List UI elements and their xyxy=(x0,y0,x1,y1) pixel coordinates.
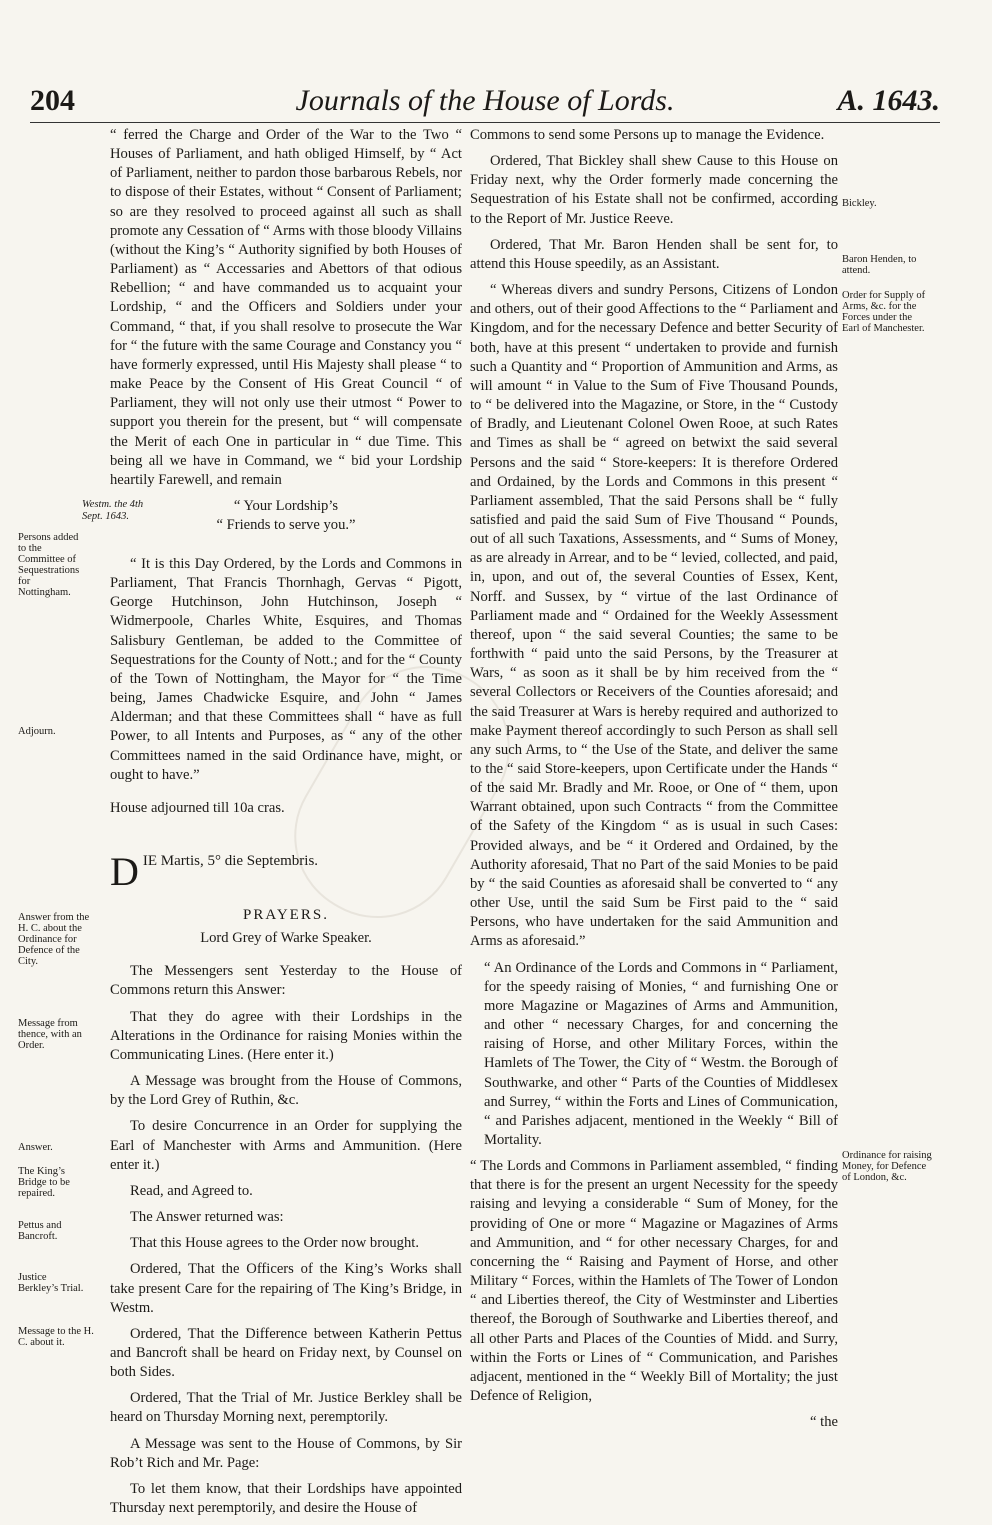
year-label: A. 1643. xyxy=(837,84,940,117)
margin-note-adjourn: Adjourn. xyxy=(18,726,56,737)
journal-title: Journals of the House of Lords. xyxy=(295,84,675,117)
margin-note-persons-added: Persons added to the Committee of Sequestrations for Nottingham. xyxy=(18,532,80,598)
nottingham-order: “ It is this Day Ordered, by the Lords and Commons in Parliament, That Francis Thornhagh, Gervas “ Pigott, George Hutchinson, John Hutchinson, Joseph “ Widmerpoole, Charles White, Esquires, and Thomas Salisbury Gentleman, be added to the Committee of Sequestrations for the County of Nott.; and for the “ County of the Town of Nottingham, the Mayor for “ the Time being, James Chadwicke Esquire, and John “ James Alderman; and that these Committees shall “ have as full Power, to all Intents and Purposes, as “ any of the other Committees named in the said Ordinance have, might, or ought to have.” xyxy=(110,555,462,783)
para-commons-send: Commons to send some Persons up to manage the Evidence. xyxy=(470,127,825,143)
margin-note-kings-bridge: The King’s Bridge to be repaired. xyxy=(18,1166,70,1199)
day-drop-cap: D xyxy=(110,849,139,894)
para-berkley: Ordered, That the Trial of Mr. Justice Berkley shall be heard on Thursday Morning next, peremptorily. xyxy=(110,1390,462,1426)
para-read: Read, and Agreed to. xyxy=(130,1182,253,1199)
para-bickley: Ordered, That Bickley shall shew Cause to this House on Friday next, why the Order formerly made concerning the Sequestration of his Estate shall not be confirmed, according to the Report of Mr. Justice Reeve. xyxy=(470,153,838,227)
margin-note-order-supply: Order for Supply of Arms, &c. for the Forces under the Earl of Manchester. xyxy=(842,290,926,334)
day-heading xyxy=(110,849,462,894)
margin-note-message-from: Message from thence, with an Order. xyxy=(18,1018,82,1051)
para-answer-returned: The Answer returned was: xyxy=(130,1209,284,1226)
margin-note-ordinance-raising: Ordinance for raising Money, for Defence of London, &c. xyxy=(842,1150,932,1183)
margin-note-answer-from: Answer from the H. C. about the Ordinance for Defence of the City. xyxy=(18,912,90,967)
para-desire: To desire Concurrence in an Order for supplying the Earl of Manchester with Arms and Ammunition. (Here enter it.) xyxy=(110,1118,462,1173)
speaker-line: Lord Grey of Warke Speaker. xyxy=(200,930,372,947)
day-heading-text: IE Martis, 5° die Septembris. xyxy=(142,853,319,869)
margin-note-bickley: Bickley. xyxy=(842,198,877,209)
catchword: “ the xyxy=(810,1414,838,1431)
para-house-agrees: That this House agrees to the Order now brought. xyxy=(130,1235,419,1252)
margin-note-berkley: Justice Berkley’s Trial. xyxy=(18,1272,84,1294)
para-message: A Message was brought from the House of Commons, by the Lord Grey of Ruthin, &c. xyxy=(110,1073,462,1109)
para-kings-bridge: Ordered, That the Officers of the King’s Works shall take present Care for the repairing of The King’s Bridge, in Westm. xyxy=(110,1261,462,1316)
page-number: 204 xyxy=(30,84,75,117)
letter-closing xyxy=(82,497,462,541)
para-let-them-know: To let them know, that their Lordships have appointed Thursday next peremptorily, and desire the House of xyxy=(110,1480,462,1517)
para-whereas: “ Whereas divers and sundry Persons, Citizens of London and others, out of their good Affections to the “ Parliament and Kingdom, and for the necessary Defence and better Security of both, have at this present “ undertaken to provide and furnish such a Quantity and “ Proportion of Ammunition and Arms, as will amount “ in Value to the Sum of Five Thousand Pounds, to “ be delivered into the Magazine, or Store, in the “ Custody of Bradly, and Lieutenant Colonel Owen Rooe, at such Rates and Times as shall be “ agreed on betwixt the said several Persons and the said “ Store-keepers: It is therefore Ordered and Ordained, by the Lords and Commons in this present “ Parliament assembled, That the said Persons shall be “ fully satisfied and paid the said Sum of Five Thousand “ Pounds, out of all such Taxations, Assessments, and “ Sums of Money, as are already in Arrear, and to be “ levied, collected, and paid, in, upon, and out of, the several Counties of Essex, Kent, Norff. and Sussex, by “ virtue of the last Ordinance of Parliament made and “ Ordained for the Weekly Assessment thereof, upon “ the said several Counties; the same to be forthwith “ paid unto the said Persons, by the Treasurer at Wars, “ as soon as it shall be by him received from the “ several Collectors or Receivers of the Counties aforesaid; and the said Treasurer at Wars is hereby required and authorized to make Payment thereof accordingly to such Person as shall sell any such Arms, to “ the Use of the State, and deliver the same to the “ said Store-keepers, upon Certificate under the Hands “ of the said Mr. Bradly and Mr. Rooe, or One of “ them, upon Warrant obtained, upon such Contracts “ from the Committee of the Safety of the Kingdom “ as is usual in such Cases: Provided always, and be “ it Ordered and Ordained, by the Authority aforesaid, That no Part of the said Monies to be paid by “ the said Counties as aforesaid shall be converted to “ any other Use, until the said Sum be First paid to the “ said Persons, who have undertaken for the said Ammunition and Arms as aforesaid.” xyxy=(470,282,838,950)
para-pettus: Ordered, That the Difference between Katherin Pettus and Bancroft shall be heard on Friday next, by Counsel on both Sides. xyxy=(110,1325,462,1381)
margin-note-message-to: Message to the H. C. about it. xyxy=(18,1326,94,1348)
margin-note-answer: Answer. xyxy=(18,1142,53,1153)
header-rule xyxy=(30,122,940,123)
para-henden: Ordered, That Mr. Baron Henden shall be sent for, to attend this House speedily, as an Assistant. xyxy=(470,236,838,272)
margin-note-pettus: Pettus and Bancroft. xyxy=(18,1220,62,1242)
ordinance-title: “ An Ordinance of the Lords and Commons in “ Parliament, for the speedy raising of Monies, “ and furnishing One or more Magazine or Magazines of Arms and Ammunition, and other “ necessary Charges, for and concerning the raising of Horse, and other Military Forces, within the Hamlets of The Tower, the City of “ Westm. the Borough of Southwarke, and other “ Parts of the Counties of Middlesex and Surrey, “ within the Forts and Lines of Communication, “ and Parishes adjacent, mentioned in the Weekly “ Bill of Mortality. xyxy=(484,959,838,1148)
closing-line-1: “ Your Lordship’s xyxy=(233,497,339,514)
adjourn-text: House adjourned till 10a cras. xyxy=(110,799,285,816)
closing-line-2: “ Friends to serve you.” xyxy=(216,517,356,534)
para-agree: That they do agree with their Lordships in the Alterations in the Ordinance for raising Monies within the Communicating Lines. (Here enter it.) xyxy=(110,1008,462,1063)
margin-note-henden: Baron Henden, to attend. xyxy=(842,254,917,276)
prayers-heading: PRAYERS. xyxy=(243,907,329,923)
left-column xyxy=(82,126,462,1525)
para-lords-commons: “ The Lords and Commons in Parliament assembled, “ finding that there is for the present an urgent Necessity for the speedy raising and levying a considerable “ Sum of Money, for the providing of One or more “ Magazine or Magazines of Arms and Ammunition, and “ for other necessary Charges, for and concerning the “ Raising and Payment of Horse, and other Military “ Forces, within the Hamlets of The Tower of London “ and Liberties thereof, the City of Westminster and Liberties thereof, the Borough of Southwarke and Liberties thereof, and all other Parts and Places of the Counties of Midd. and Surry, within the Forts or Lines of “ Communication, and Parishes adjacent, mentioned in the “ Weekly Bill of Mortality; the just Defence of Religion, xyxy=(470,1158,838,1404)
right-column xyxy=(470,126,838,1432)
page-header xyxy=(30,84,940,124)
para-answer: The Messengers sent Yesterday to the House of Commons return this Answer: xyxy=(110,963,462,999)
para-message-sent: A Message was sent to the House of Commons, by Sir Rob’t Rich and Mr. Page: xyxy=(110,1435,462,1471)
letter-body: “ ferred the Charge and Order of the War to the Two “ Houses of Parliament, and hath obliged Himself, by “ Act of Parliament, neither to pardon those barbarous Rebels, nor to dispose of their Estates, without “ Consent of Parliament; so are they resolved to proceed against all such as shall promote any Cessation of “ Arms with those bloody Villains (without the King’s “ Authority signified by both Houses of Parliament) as “ Accessaries and Abettors of that odious Rebellion; “ and have commanded us to acquaint your Lordship, “ and the Officers and Soldiers under your Command, “ that, if you shall resolve to prosecute the War for “ the future with the same Courage and Constancy you “ have formerly expressed, until His Majesty shall please “ to make Peace by the Consent of His Great Council “ of Parliament, they will not only use their utmost “ Power to support you therein for the present, but “ will compensate the Merit of each One in particular in “ due Time. This being all we have in Command, we “ bid your Lordship heartily Farewell, and remain xyxy=(110,127,462,488)
letter-date-note: Westm. the 4th Sept. 1643. xyxy=(82,498,144,522)
